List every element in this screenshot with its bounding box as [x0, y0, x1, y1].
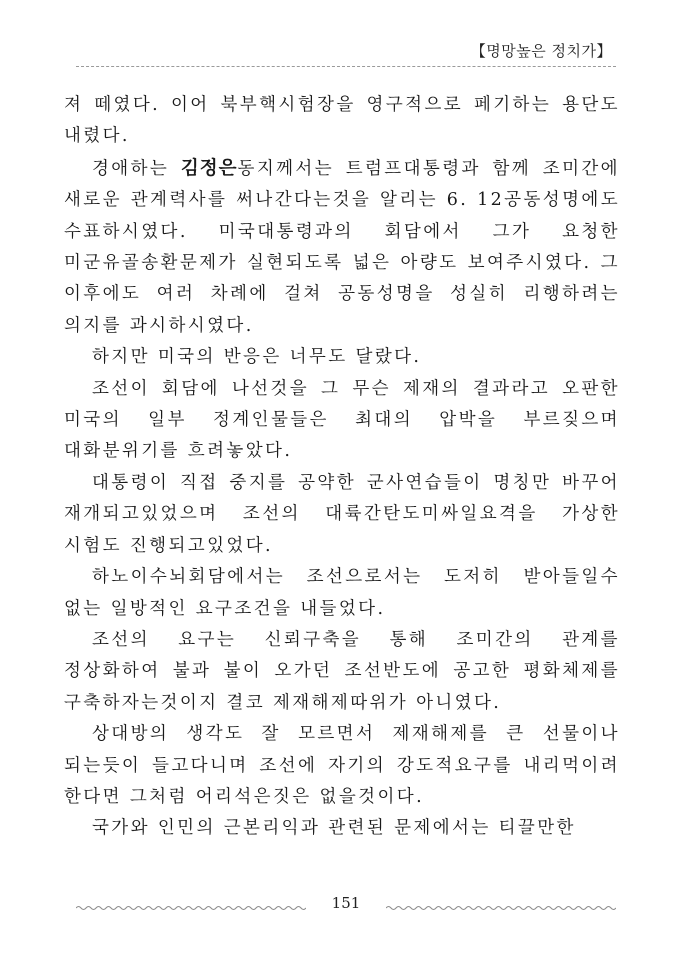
body-text	[64, 90, 620, 845]
header-dashed-rule	[76, 66, 616, 67]
paragraph-9: 국가와 인민의 근본리익과 관련된 문제에서는 티끌만한	[92, 818, 576, 839]
paragraph-7: 조선의 요구는 신뢰구축을 통해 조미간의 관계를 정상화하여 불과 불이 오가던 조선반도에 공고한 평화체제를 구축하자는것이지 결코 제재해제따위가 아니였다.	[64, 629, 620, 713]
paragraph-5: 대통령이 직접 중지를 공약한 군사연습들이 명칭만 바꾸어 재개되고있었으며 조선의 대륙간탄도미싸일요격을 가상한 시험도 진행되고있었다.	[64, 472, 620, 556]
paragraph-2-lead: 경애하는	[92, 158, 181, 179]
leader-name: 김정은	[180, 157, 238, 179]
paragraph-6: 하노이수뇌회담에서는 조선으로서는 도저히 받아들일수 없는 일방적인 요구조건을 내들었다.	[64, 567, 620, 619]
paragraph-1: 져 떼였다. 이어 북부핵시험장을 영구적으로 페기하는 용단도 내렸다.	[64, 95, 620, 147]
footer-ornament-right	[386, 905, 616, 911]
paragraph-3: 하지만 미국의 반응은 너무도 달랐다.	[92, 347, 422, 368]
paragraph-8: 상대방의 생각도 잘 모르면서 제재해제를 큰 선물이나 되는듯이 들고다니며 조선에 자기의 강도적요구를 내리먹이려 한다면 그처럼 어리석은짓은 없을것이다.	[64, 724, 620, 807]
paragraph-2	[64, 153, 620, 342]
page-footer	[76, 896, 616, 916]
page-number: 151	[331, 894, 361, 912]
paragraph-2-rest: 동지께서는 트럼프대통령과 함께 조미간에 새로운 관계력사를 써나간다는것을 알리는 6. 12공동성명에도 수표하시였다. 미국대통령과의 회담에서 그가 요청한 미군유골송환문제가 실현되도록 넓은 아량도 보여주시였다. 그 이후에도 여러 차례에 걸쳐 공동성명을 성실히 리행하려는 의지를 과시하시였다.	[64, 158, 620, 336]
paragraph-4: 조선이 회담에 나선것을 그 무슨 제재의 결과라고 오판한 미국의 일부 정계인물들은 최대의 압박을 부르짖으며 대화분위기를 흐려놓았다.	[64, 378, 620, 462]
running-head: 【명망높은 정치가】	[470, 42, 612, 60]
